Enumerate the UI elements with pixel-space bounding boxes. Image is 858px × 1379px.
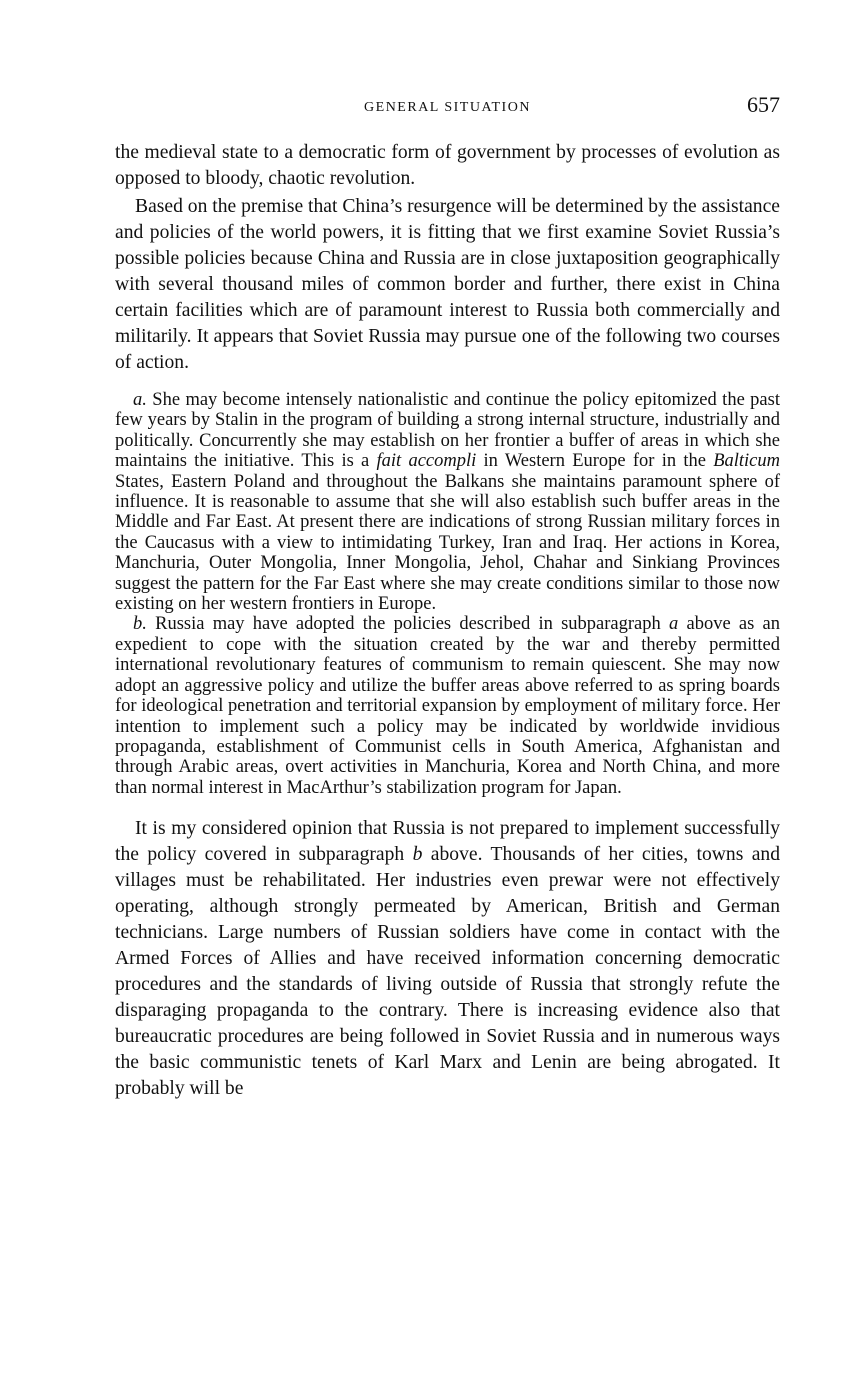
page-header — [115, 90, 780, 126]
subparagraph-a-text-3: States, Eastern Poland and throughout the Balkans she maintains paramount sphere of influence. It is reasonable to assume that she will also establish such buffer areas in the Middle and Far East. At present there are indications of strong Russian military forces in the Caucasus with a view to intimidating Turkey, Iran and Iraq. Her actions in Korea, Manchuria, Outer Mongolia, Inner Mongolia, Jehol, Chahar and Sinkiang Provinces suggest the pattern for the Far East where she may create conditions similar to those now existing on her western frontiers in Europe. — [115, 471, 780, 615]
subparagraph-b-text-2: above as an expedient to cope with the situation created by the war and thereby permitted international revolutionary features of communism to remain quiescent. She may now adopt an aggressive policy and utilize the buffer areas above referred to as spring boards for ideological penetration and territorial expansion by employment of military force. Her intention to implement such a policy may be indicated by worldwide invidious propaganda, establishment of Communist cells in South America, Afghanistan and through Arabic areas, overt activities in Manchuria, Korea and North China, and more than normal interest in MacArthur’s stabilization program for Japan. — [115, 614, 781, 798]
subparagraph-a-text-2: in Western Europe for in the — [476, 451, 714, 472]
subparagraph-b — [115, 614, 780, 798]
subparagraph-a-text-1: She may become intensely nationalistic and continue the policy epitomized the past few years by Stalin in the program of building a strong internal structure, industrially and politically. Concurrently she may establish on her frontier a buffer of areas in which she maintains the initiative. This is a — [115, 390, 780, 472]
subparagraph-a-marker: a. — [133, 390, 147, 410]
subparagraph-list — [115, 390, 780, 798]
paragraph-continuation: the medieval state to a democratic form of government by processes of evolution as opposed to bloody, chaotic revolution. — [115, 142, 780, 189]
subparagraph-a-italic-1: fait accompli — [376, 451, 477, 472]
running-head: GENERAL SITUATION — [364, 100, 531, 115]
subparagraph-a-italic-2: Balticum — [713, 451, 780, 472]
document-page — [115, 90, 780, 1102]
subparagraph-b-marker: b. — [133, 614, 147, 635]
subparagraph-b-text-1: Russia may have adopted the policies described in subparagraph — [146, 614, 669, 635]
paragraph-opinion-text-2: above. Thousands of her cities, towns and villages must be rehabilitated. Her industries even prewar were not effectively operating, although strongly permeated by American, British and German technicians. Large numbers of Russian soldiers have come in contact with the Armed Forces of Allies and have received information concerning democratic procedures and the standards of living outside of Russia that strongly refute the disparaging propaganda to the contrary. There is increasing evidence also that bureaucratic procedures are being followed in Soviet Russia and in numerous ways the basic communistic tenets of Karl Marx and Lenin are being abrogated. It probably will be — [115, 844, 780, 1100]
paragraph-opinion — [115, 816, 780, 1102]
subparagraph-a — [115, 390, 780, 614]
paragraph-opinion-italic-1: b — [412, 844, 423, 866]
subparagraph-b-italic-1: a — [669, 614, 679, 635]
paragraph-opinion-text-1: It is my considered opinion that Russia is not prepared to implement successfully the policy covered in subparagraph — [115, 818, 780, 866]
page-number: 657 — [747, 92, 780, 117]
paragraph-premise: Based on the premise that China’s resurgence will be determined by the assistance and policies of the world powers, it is fitting that we first examine Soviet Russia’s possible policies because China and Russia are in close juxtaposition geographically with several thousand miles of common border and further, there exist in China certain facilities which are of paramount interest to Russia both commercially and militarily. It appears that Soviet Russia may pursue one of the following two courses of action. — [115, 196, 780, 373]
